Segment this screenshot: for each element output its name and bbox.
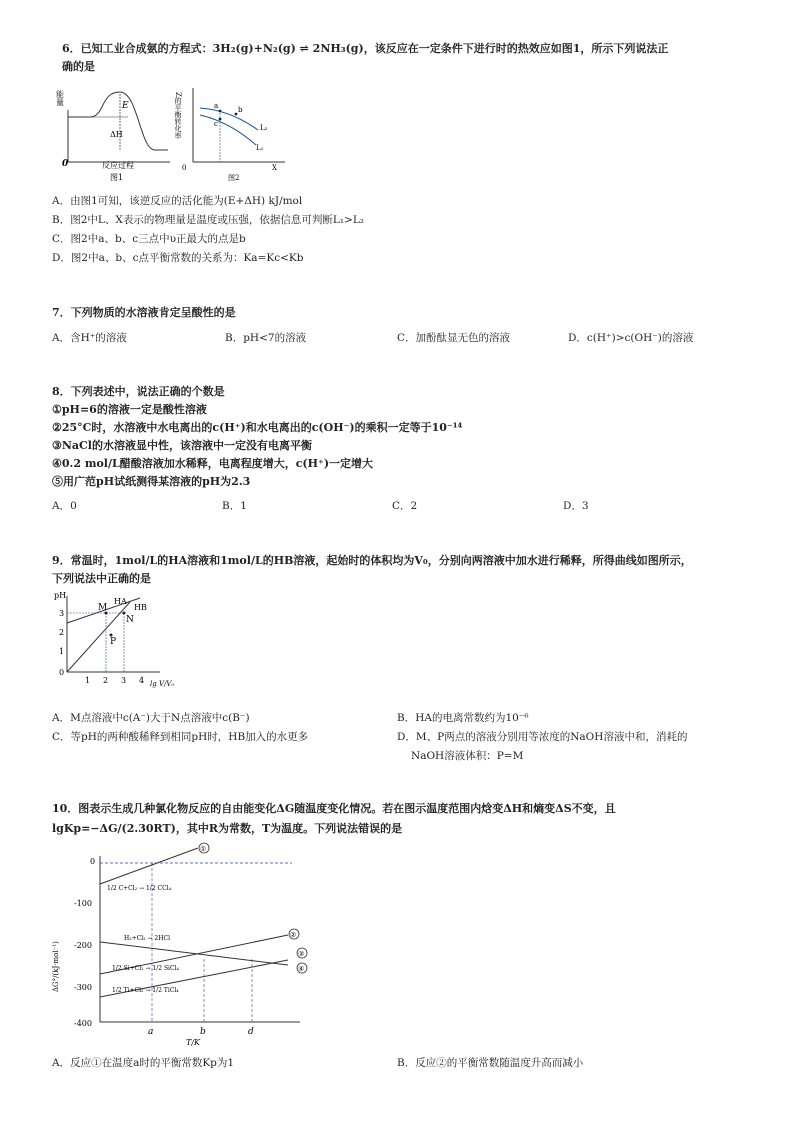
q9-option-a: A．M点溶液中c(A⁻)大于N点溶液中c(B⁻): [52, 712, 250, 724]
q9-stem-line2: 下列说法中正确的是: [52, 572, 151, 585]
q10-xtick-d: d: [248, 1027, 254, 1037]
fig2-a: a: [214, 102, 219, 110]
q9-ytick-3: 3: [59, 609, 65, 618]
fig2-b: b: [238, 106, 243, 114]
q9-ytick-0: 0: [59, 668, 65, 677]
q10-circle-1: ①: [200, 845, 207, 853]
q10-xtick-b: b: [200, 1027, 206, 1037]
q7-stem: 7．下列物质的水溶液肯定呈酸性的是: [52, 306, 236, 319]
q10-ytick-2: -200: [74, 941, 92, 950]
q6-stem-line2: 确的是: [62, 60, 95, 73]
q10-circle-2: ②: [290, 931, 297, 939]
q9-label-M: M: [98, 603, 108, 613]
q8-option-c: C．2: [392, 500, 418, 512]
q7-option-b: B．pH<7的溶液: [225, 332, 307, 344]
q10-reaction-4: 1/2 Ti+Cl₂ → 1/2 TiCl₄: [112, 987, 179, 994]
q9-ytick-1: 1: [59, 647, 65, 656]
q8-item-5: ⑤用广范pH试纸测得某溶液的pH为2.3: [52, 475, 251, 488]
q8-option-a: A．0: [52, 500, 77, 512]
q8-item-4: ④0.2 mol/L醋酸溶液加水稀释，电离程度增大，c(H⁺)一定增大: [52, 457, 374, 470]
q6-option-c: C．图2中a、b、c三点中υ正最大的点是b: [52, 233, 246, 245]
fig2-xlabel: X: [272, 164, 277, 172]
q7-option-d: D．c(H⁺)>c(OH⁻)的溶液: [568, 332, 694, 344]
q8-item-1: ①pH=6的溶液一定是酸性溶液: [52, 403, 207, 416]
q8-stem: 8．下列表述中，说法正确的个数是: [52, 385, 225, 398]
q10-ytick-4: -400: [74, 1019, 92, 1028]
q10-option-a: A．反应①在温度a时的平衡常数Kp为1: [52, 1057, 235, 1069]
fig2-origin: 0: [182, 164, 187, 172]
q10-ytick-0: 0: [90, 857, 96, 866]
q9-ylabel: pH: [54, 591, 67, 600]
fig2-caption: 图2: [228, 174, 240, 182]
q9-label-P: P: [110, 637, 117, 647]
q9-option-d-cont: NaOH溶液体积：P=M: [411, 750, 524, 762]
q10-stem-line1: 10．图表示生成几种氯化物反应的自由能变化ΔG随温度变化情况。若在图示温度范围内焓变ΔH和熵变ΔS不变，且: [52, 802, 616, 815]
q9-xtick-2: 2: [103, 676, 109, 685]
q10-ytick-1: -100: [74, 899, 92, 908]
fig1-ylabel: 能量: [55, 90, 65, 106]
fig2-L2: L₂: [260, 124, 268, 132]
q10-circle-4: ④: [298, 965, 305, 973]
q10-reaction-1: 1/2 C+Cl₂ → 1/2 CCl₄: [107, 885, 172, 892]
q9-chart: [52, 588, 182, 698]
q9-xlabel: lg V/V₀: [150, 680, 175, 688]
q9-xtick-3: 3: [121, 676, 127, 685]
q6-figures: [55, 80, 300, 188]
q10-xtick-a: a: [148, 1027, 154, 1037]
q7-option-c: C．加酚酞显无色的溶液: [397, 332, 511, 344]
fig1-dH: ΔH: [110, 130, 123, 139]
q9-xtick-4: 4: [139, 676, 145, 685]
q6-option-b: B．图2中L、X表示的物理量是温度或压强，依据信息可判断L₁>L₂: [52, 214, 365, 226]
fig1-xlabel: 反应过程: [102, 161, 134, 170]
fig1-E: E: [122, 101, 129, 111]
q10-chart: [52, 842, 322, 1047]
q8-option-d: D．3: [563, 500, 589, 512]
q9-stem-line1: 9．常温时，1mol/L的HA溶液和1mol/L的HB溶液，起始时的体积均为V₀，分别向两溶液中加水进行稀释，所得曲线如图所示，: [52, 554, 692, 567]
q6-option-a: A．由图1可知，该逆反应的活化能为(E+ΔH) kJ/mol: [52, 195, 303, 207]
q9-label-N: N: [126, 615, 134, 625]
q10-xlabel: T/K: [186, 1038, 201, 1047]
q10-circle-3: ③: [298, 950, 305, 958]
q10-stem-line2: lgKp=−ΔG/(2.30RT)，其中R为常数，T为温度。下列说法错误的是: [52, 822, 403, 835]
q10-ytick-3: -300: [74, 983, 92, 992]
fig2-c: c: [214, 120, 218, 128]
q10-ylabel: ΔG°/(kJ·mol⁻¹): [52, 941, 60, 992]
q9-ytick-2: 2: [59, 628, 65, 637]
q8-item-2: ②25°C时，水溶液中水电离出的c(H⁺)和水电离出的c(OH⁻)的乘积一定等于10⁻¹⁴: [52, 421, 463, 434]
fig1-caption: 图1: [110, 173, 124, 182]
q9-option-d: D．M、P两点的溶液分别用等浓度的NaOH溶液中和，消耗的: [397, 731, 688, 743]
q8-item-3: ③NaCl的水溶液显中性，该溶液中一定没有电离平衡: [52, 439, 312, 452]
q9-option-c: C．等pH的两种酸稀释到相同pH时，HB加入的水更多: [52, 731, 309, 743]
q10-option-b: B．反应②的平衡常数随温度升高而减小: [397, 1057, 584, 1069]
q10-reaction-2: H₂+Cl₂ → 2HCl: [124, 935, 170, 942]
q10-reaction-3: 1/2 Si+Cl₂ → 1/2 SiCl₄: [112, 965, 179, 972]
q9-option-b: B．HA的电离常数约为10⁻⁶: [397, 712, 529, 724]
q9-label-HB: HB: [134, 603, 147, 612]
q6-option-d: D．图2中a、b、c点平衡常数的关系为：Ka=Kc<Kb: [52, 252, 304, 264]
q7-option-a: A．含H⁺的溶液: [52, 332, 127, 344]
q9-label-HA: HA: [114, 597, 127, 606]
q9-xtick-1: 1: [85, 676, 91, 685]
fig2-L1: L₁: [256, 144, 264, 152]
q6-stem-line1: 6．已知工业合成氨的方程式：3H₂(g)+N₂(g) ⇌ 2NH₃(g)，该反应在一定条件下进行时的热效应如图1，所示下列说法正: [62, 42, 669, 55]
q8-option-b: B．1: [222, 500, 247, 512]
fig1-origin: 0: [62, 159, 69, 169]
fig2-ylabel: Z的平衡转化率: [174, 92, 182, 139]
